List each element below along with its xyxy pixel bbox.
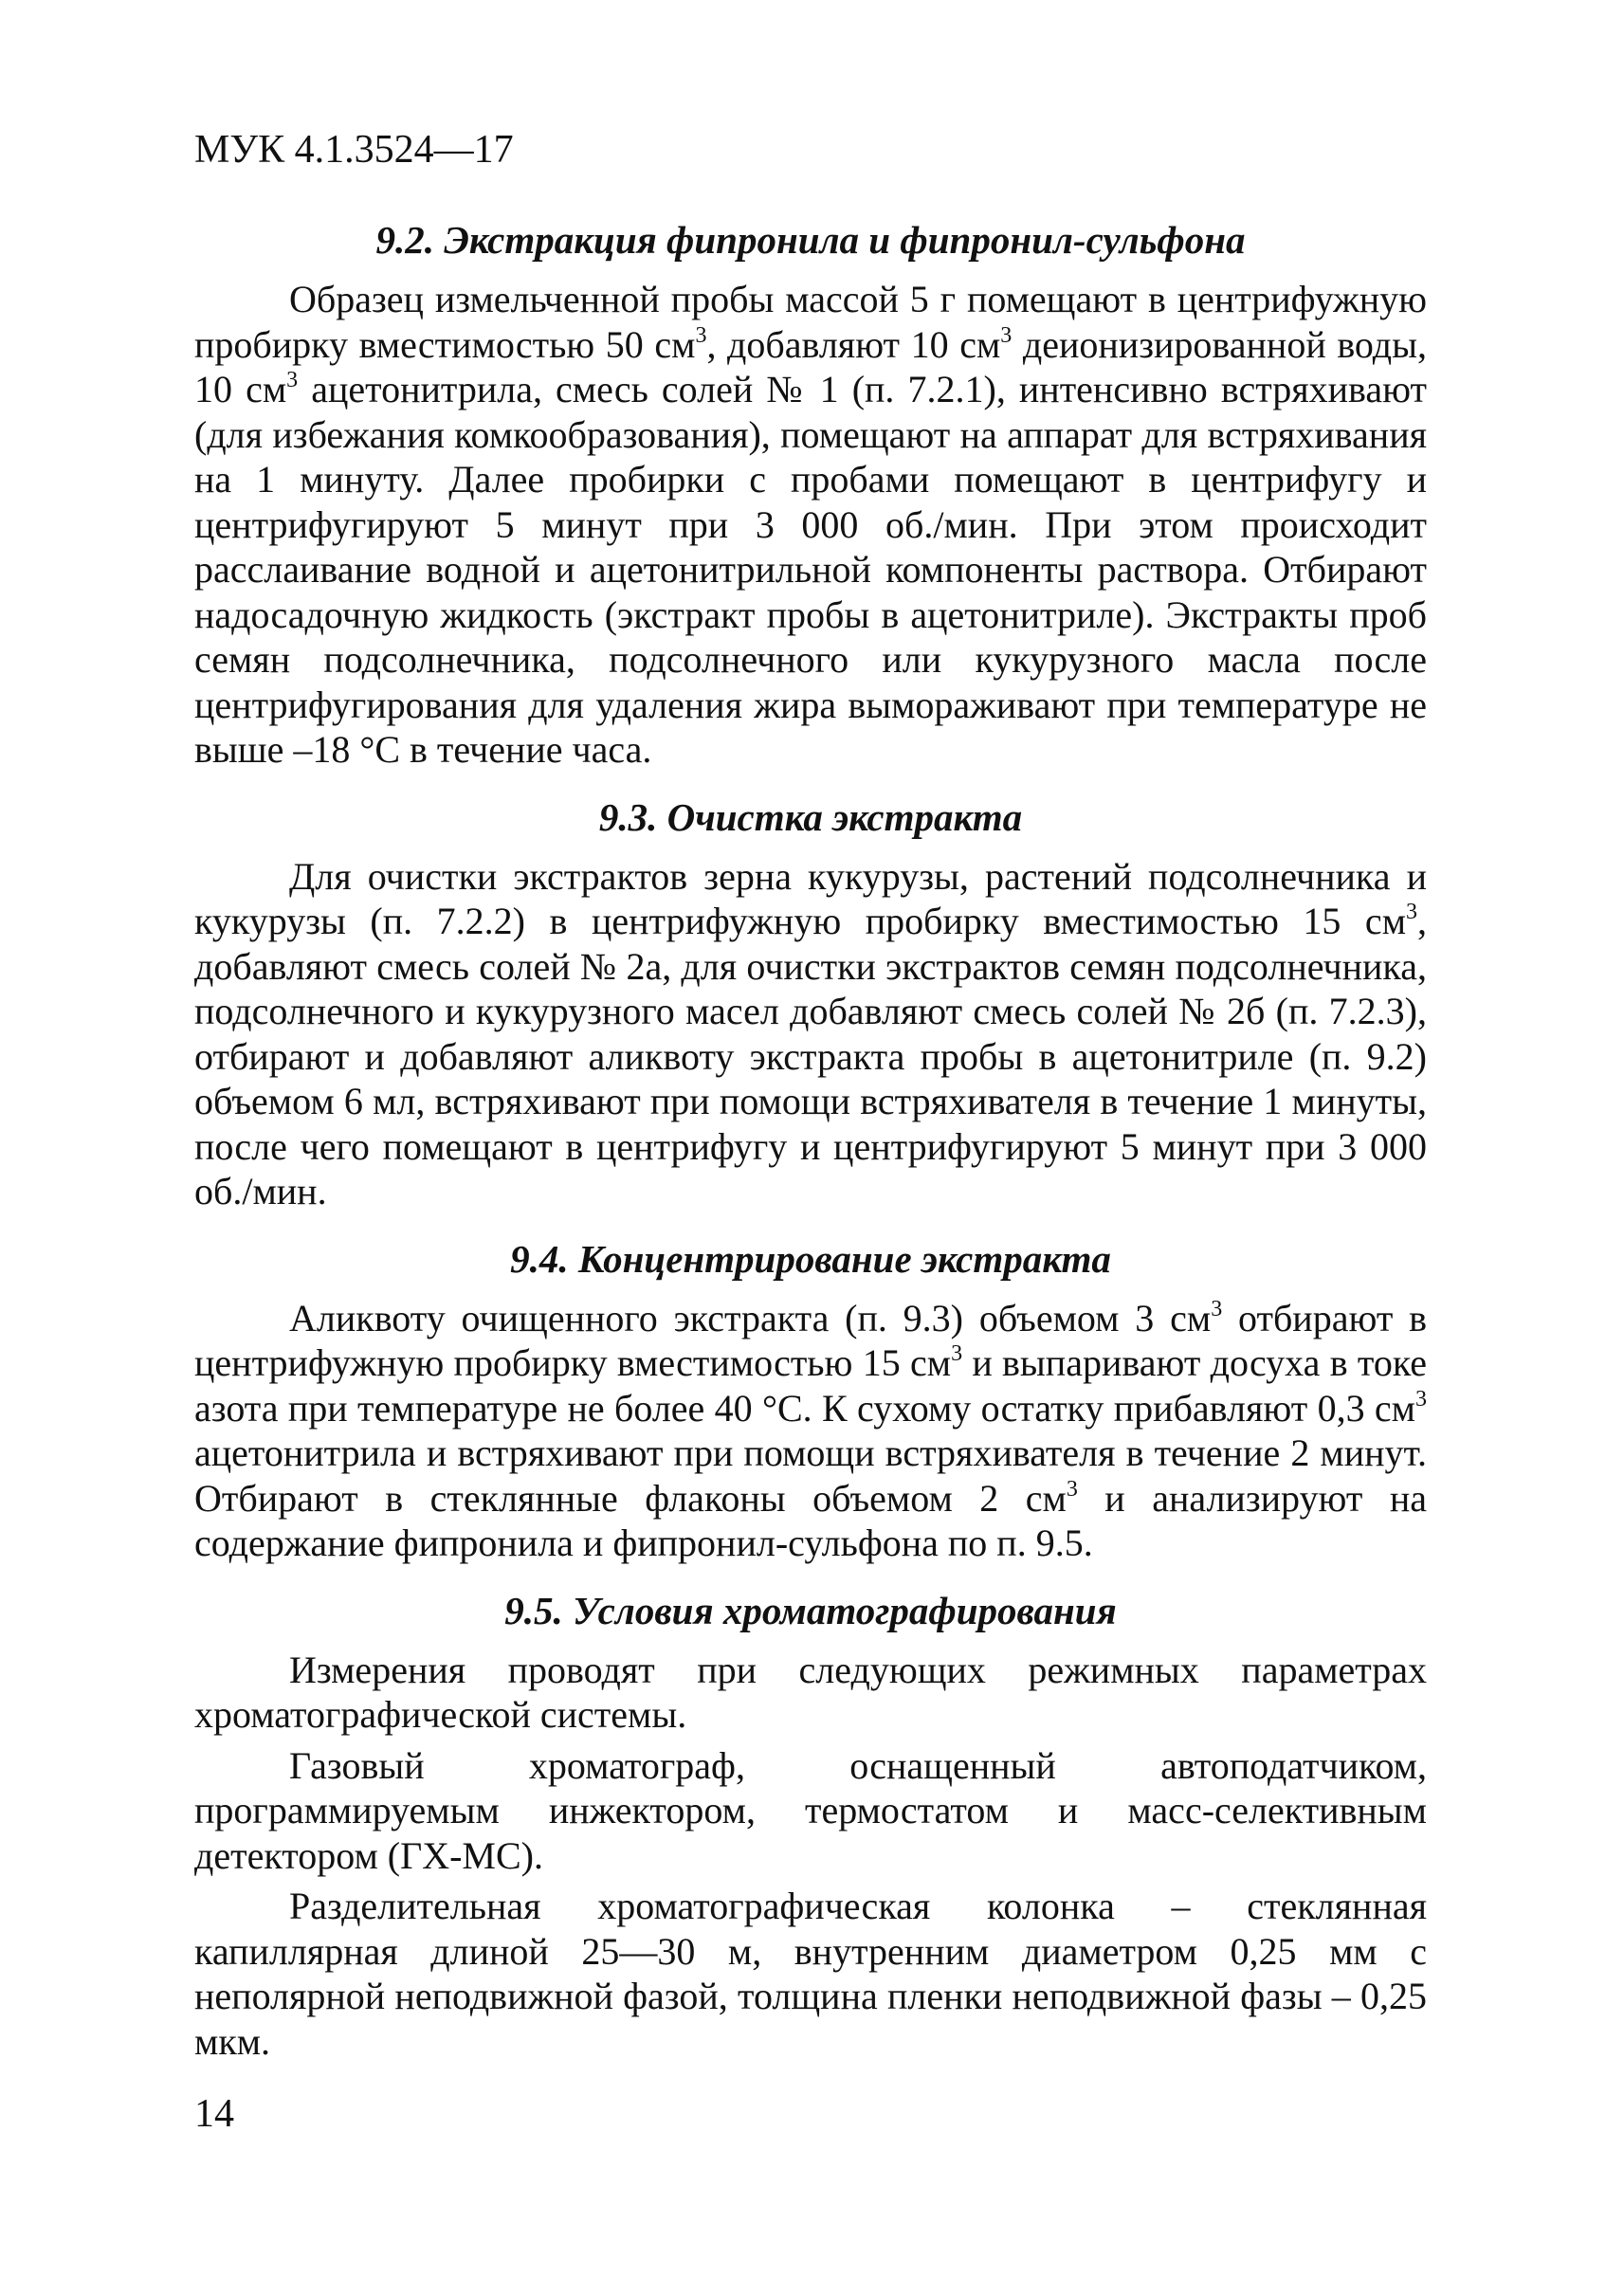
section-9-2 <box>194 214 1427 773</box>
section-title: 9.2. Экстракция фипронила и фипронил-сульфона <box>375 218 1246 262</box>
section-9-4 <box>194 1233 1427 1566</box>
paragraph: Газовый хроматограф, оснащенный автоподатчиком, программируемым инжектором, термостатом и масс-селективным детектором (ГХ-МС). <box>194 1743 1427 1877</box>
paragraph: Аликвоту очищенного экстракта (п. 9.3) объемом 3 $см^3$ отбирают в центрифужную пробирку вместимостью 15 $см^3$ и выпаривают досуха в токе азота при температуре не более 40 °С. К сухому остатку прибавляют 0,3 $см^3$ ацетонитрила и встряхивают при помощи встряхивателя в течение 2 минут. Отбирают в стеклянные флаконы объемом 2 $см^3$ и анализируют на содержание фипронила и фипронил-сульфона по п. 9.5. <box>194 1296 1428 1564</box>
section-title: 9.5. Условия хроматографирования <box>504 1588 1117 1632</box>
paragraph: Образец измельченной пробы массой 5 г помещают в центрифужную пробирку вместимостью 50 $см^3$, добавляют 10 $см^3$ деионизированной воды, 10 $см^3$ ацетонитрила, смесь солей № 1 (п. 7.2.1), интенсивно встряхивают (для избежания комкообразования), помещают на аппарат для встряхивания на 1 минуту. Далее пробирки с пробами помещают в центрифугу и центрифугируют 5 минут при 3 000 об./мин. При этом происходит расслаивание водной и ацетонитрильной компоненты раствора. Отбирают надосадочную жидкость (экстракт пробы в ацетонитриле). Экстракты проб семян подсолнечника, подсолнечного или кукурузного масла после центрифугирования для удаления жира вымораживают при температуре не выше –18 °С в течение часа. <box>194 278 1428 771</box>
section-9-5 <box>194 1585 1427 2065</box>
document-header: МУК 4.1.3524—17 <box>194 128 514 172</box>
paragraph: Для очистки экстрактов зерна кукурузы, растений подсолнечника и кукурузы (п. 7.2.2) в центрифужную пробирку вместимостью 15 $см^3$, добавляют смесь солей № 2а, для очистки экстрактов семян подсолнечника, подсолнечного и кукурузного масел добавляют смесь солей № 2б (п. 7.2.3), отбирают и добавляют аликвоту экстракта пробы в ацетонитриле (п. 9.2) объемом 6 мл, встряхивают при помощи встряхивателя в течение 1 минуты, после чего помещают в центрифугу и центрифугируют 5 минут при 3 000 об./мин. <box>194 854 1427 1212</box>
section-title: 9.3. Очистка экстракта <box>598 794 1023 839</box>
paragraph: Разделительная хроматографическая колонка – стеклянная капиллярная длиной 25—30 м, внутренним диаметром 0,25 мм с неполярной неподвижной фазой, толщина пленки неподвижной фазы – 0,25 мкм. <box>194 1885 1427 2063</box>
page-number: 14 <box>194 2092 234 2136</box>
section-9-3 <box>194 792 1427 1214</box>
section-title: 9.4. Концентрирование экстракта <box>510 1236 1111 1281</box>
document-page <box>194 123 1427 2083</box>
paragraph: Измерения проводят при следующих режимных параметрах хроматографической системы. <box>194 1648 1427 1736</box>
